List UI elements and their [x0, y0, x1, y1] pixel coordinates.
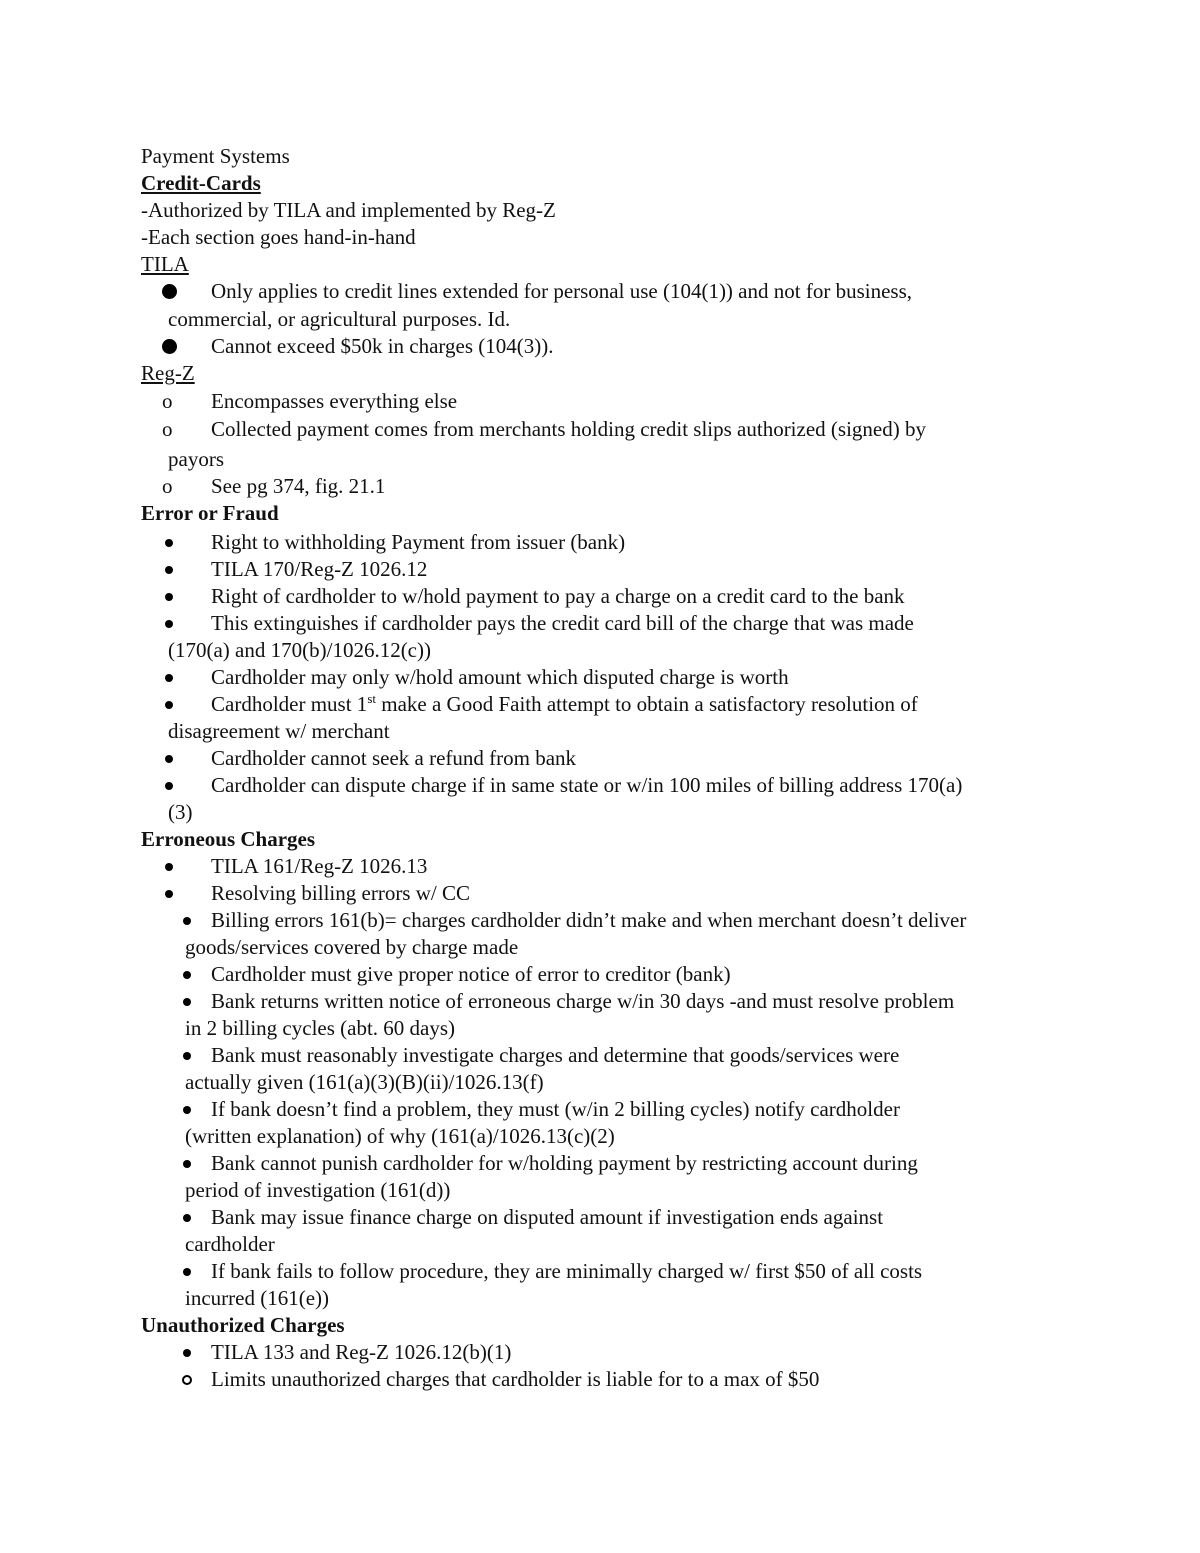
intro-line: -Each section goes hand-in-hand — [141, 225, 416, 249]
list-item: Right to withholding Payment from issuer (bank) — [211, 530, 626, 554]
hollow-bullet-icon — [182, 1375, 192, 1385]
list-item: Cannot exceed $50k in charges (104(3)). — [211, 334, 554, 358]
section-heading-credit-cards: Credit-Cards — [141, 171, 261, 195]
list-item: Encompasses everything else — [211, 389, 458, 413]
list-item-continuation: disagreement w/ merchant — [168, 719, 390, 743]
sub-list-item-continuation: actually given (161(a)(3)(B)(ii)/1026.13(f) — [185, 1070, 544, 1094]
bullet-icon — [165, 782, 173, 790]
bullet-icon — [165, 701, 173, 709]
list-item: Only applies to credit lines extended for personal use (104(1)) and not for business, — [211, 279, 912, 303]
sub-list-item-continuation: in 2 billing cycles (abt. 60 days) — [185, 1016, 456, 1040]
intro-line: -Authorized by TILA and implemented by Reg-Z — [141, 198, 556, 222]
bullet-icon — [165, 755, 173, 763]
list-item: See pg 374, fig. 21.1 — [211, 474, 386, 498]
sub-list-item: If bank fails to follow procedure, they are minimally charged w/ first $50 of all costs — [211, 1259, 923, 1283]
sub-list-item-continuation: goods/services covered by charge made — [185, 935, 519, 959]
section-heading-tila: TILA — [141, 252, 189, 276]
bullet-icon — [183, 1106, 191, 1114]
list-item: Collected payment comes from merchants holding credit slips authorized (signed) by — [211, 417, 926, 441]
bullet-icon — [162, 339, 177, 354]
bullet-icon — [165, 620, 173, 628]
bullet-icon — [165, 566, 173, 574]
list-item: Cardholder may only w/hold amount which disputed charge is worth — [211, 665, 789, 689]
list-item-continuation: (3) — [168, 800, 193, 824]
list-item-continuation: payors — [168, 447, 224, 471]
list-item: Cardholder must 1st make a Good Faith attempt to obtain a satisfactory resolution of — [211, 691, 918, 716]
sub-list-item: Limits unauthorized charges that cardholder is liable for to a max of $50 — [211, 1367, 820, 1391]
bullet-icon — [183, 917, 191, 925]
sub-list-item: Billing errors 161(b)= charges cardholder didn’t make and when merchant doesn’t deliver — [211, 908, 967, 932]
sub-list-item: Bank must reasonably investigate charges and determine that goods/services were — [211, 1043, 900, 1067]
bullet-icon — [183, 1052, 191, 1060]
bullet-icon — [183, 1349, 191, 1357]
sub-list-item: Bank returns written notice of erroneous charge w/in 30 days -and must resolve problem — [211, 989, 955, 1013]
sub-list-item: If bank doesn’t find a problem, they must (w/in 2 billing cycles) notify cardholder — [211, 1097, 900, 1121]
list-item: Cardholder cannot seek a refund from bank — [211, 746, 577, 770]
list-item-continuation: (170(a) and 170(b)/1026.12(c)) — [168, 638, 431, 662]
bullet-icon — [165, 863, 173, 871]
bullet-icon — [165, 674, 173, 682]
section-heading-erroneous-charges: Erroneous Charges — [141, 827, 316, 851]
list-item: Resolving billing errors w/ CC — [211, 881, 470, 905]
section-heading-unauthorized-charges: Unauthorized Charges — [141, 1313, 345, 1337]
sub-list-item: Cardholder must give proper notice of error to creditor (bank) — [211, 962, 731, 986]
bullet-icon — [183, 1214, 191, 1222]
document-title: Payment Systems — [141, 144, 290, 168]
bullet-icon — [165, 890, 173, 898]
list-item: This extinguishes if cardholder pays the credit card bill of the charge that was made — [211, 611, 914, 635]
hollow-bullet-icon: o — [162, 474, 173, 498]
bullet-icon — [165, 593, 173, 601]
list-item: Cardholder can dispute charge if in same state or w/in 100 miles of billing address 170(a) — [211, 773, 963, 797]
bullet-icon — [183, 1160, 191, 1168]
sub-list-item: Bank cannot punish cardholder for w/holding payment by restricting account during — [211, 1151, 918, 1175]
list-item: TILA 161/Reg-Z 1026.13 — [211, 854, 428, 878]
sub-list-item: Bank may issue finance charge on disputed amount if investigation ends against — [211, 1205, 884, 1229]
bullet-icon — [162, 284, 177, 299]
list-item-continuation: commercial, or agricultural purposes. Id. — [168, 307, 511, 331]
sub-list-item-continuation: cardholder — [185, 1232, 275, 1256]
list-item: TILA 133 and Reg-Z 1026.12(b)(1) — [211, 1340, 512, 1364]
bullet-icon — [165, 539, 173, 547]
sub-list-item-continuation: (written explanation) of why (161(a)/1026.13(c)(2) — [185, 1124, 615, 1148]
list-item: Right of cardholder to w/hold payment to pay a charge on a credit card to the bank — [211, 584, 905, 608]
hollow-bullet-icon: o — [162, 417, 173, 441]
sub-list-item-continuation: period of investigation (161(d)) — [185, 1178, 451, 1202]
bullet-icon — [183, 998, 191, 1006]
sub-list-item-continuation: incurred (161(e)) — [185, 1286, 330, 1310]
section-heading-error-or-fraud: Error or Fraud — [141, 501, 279, 525]
bullet-icon — [183, 971, 191, 979]
section-heading-reg-z: Reg-Z — [141, 361, 195, 385]
hollow-bullet-icon: o — [162, 389, 173, 413]
bullet-icon — [183, 1268, 191, 1276]
list-item: TILA 170/Reg-Z 1026.12 — [211, 557, 428, 581]
